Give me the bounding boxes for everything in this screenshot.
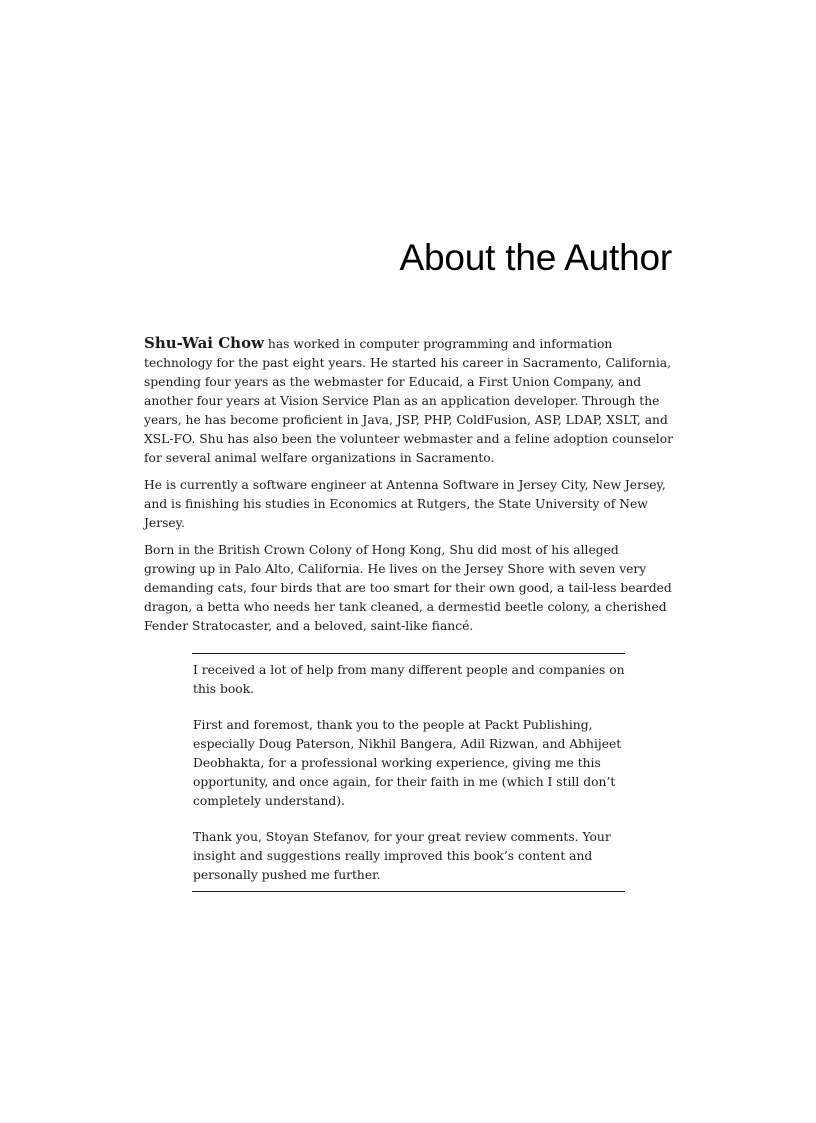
bio-paragraph-3: Born in the British Crown Colony of Hong Kong, Shu did most of his alleged growing up in Palo Alto, California. He lives on the Jersey Shore with seven very demanding cats, four birds that are too smart for their own good, a tail-less bearded dragon, a betta who needs her tank cleaned, a dermestid beetle colony, a cherished Fender Stratocaster, and a beloved, saint-like fiancé. (144, 543, 672, 633)
ack-paragraph-3: Thank you, Stoyan Stefanov, for your great review comments. Your insight and suggestions really improved this book’s content and personally pushed me further. (193, 830, 611, 882)
author-bio (144, 334, 674, 644)
page-title: About the Author (399, 237, 672, 278)
bio-paragraph-1 (144, 334, 674, 468)
ack-paragraph-2: First and foremost, thank you to the people at Packt Publishing, especially Doug Paterson, Nikhil Bangera, Adil Rizwan, and Abhijeet Deobhakta, for a professional working experience, giving me this opportunity, and once again, for their faith in me (which I still don’t completely understand). (193, 718, 622, 808)
acknowledgements-box (192, 653, 625, 892)
author-name: Shu-Wai Chow (144, 334, 264, 352)
bio-paragraph-1-text: has worked in computer programming and information technology for the past eight years. He started his career in Sacramento, California, spending four years as the webmaster for Educaid, a First Union Company, and another four years at Vision Service Plan as an application developer. Through the years, he has become proficient in Java, JSP, PHP, ColdFusion, ASP, LDAP, XSLT, and XSL-FO. Shu has also been the volunteer webmaster and a feline adoption counselor for several animal welfare organizations in Sacramento. (144, 337, 674, 465)
ack-paragraph-1: I received a lot of help from many different people and companies on this book. (193, 663, 625, 696)
bio-paragraph-2: He is currently a software engineer at Antenna Software in Jersey City, New Jersey, and is finishing his studies in Economics at Rutgers, the State University of New Jersey. (144, 478, 666, 530)
